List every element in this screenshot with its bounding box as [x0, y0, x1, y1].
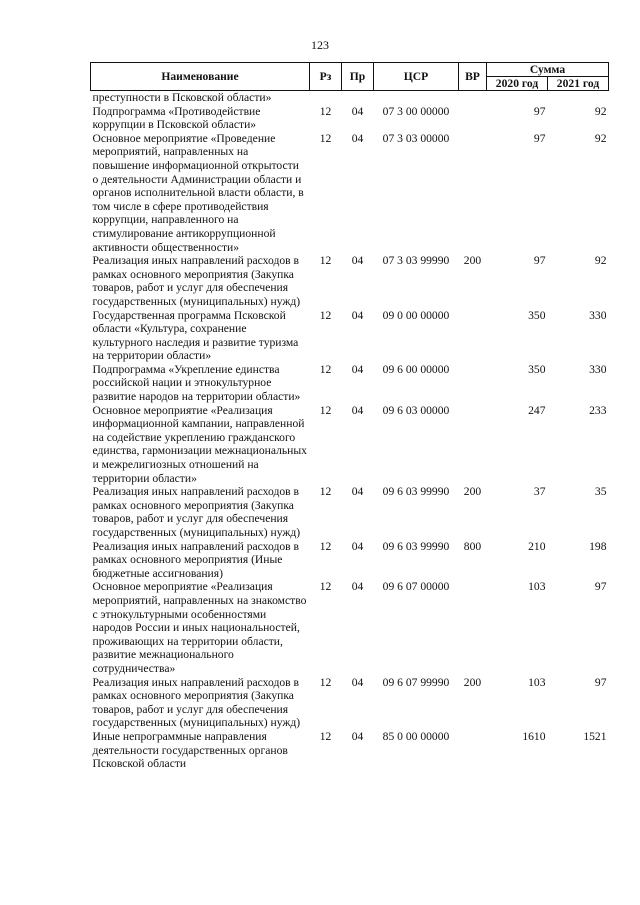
- cell-name: Реализация иных направлений расходов в рамках основного мероприятия (Закупка товаров, работ и услуг для обеспечения государственных (муниципальных) нужд): [92, 675, 301, 730]
- cell-name: Подпрограмма «Укрепление единства российской нации и этнокультурное развитие народов на территории области»: [92, 362, 301, 404]
- cell-pr: 04: [351, 254, 364, 268]
- cell-2021: 97: [594, 675, 607, 689]
- table-row: [91, 132, 609, 254]
- cell-pr: 04: [351, 403, 364, 417]
- cell-name: Основное мероприятие «Проведение мероприятий, направленных на повышение информационной открытости о деятельности Администрации области и органов исполнительной власти области, в том числе в сфере противодействия коррупции, направленного на стимулирование антикоррупционной активности общественности»: [92, 131, 304, 254]
- cell-csr: [374, 91, 459, 105]
- cell-2021: 35: [594, 485, 607, 499]
- cell-rz: 12: [319, 254, 332, 268]
- cell-vr: [459, 309, 487, 363]
- cell-csr: 09 6 03 99990: [382, 485, 450, 499]
- cell-name: Иные непрограммные направления деятельности государственных органов Псковской области: [92, 729, 288, 771]
- cell-name: Основное мероприятие «Реализация мероприятий, направленных на знакомство с этнокультурными особенностями народов России и иных национальностей, проживающих на территории области, развитие межнационального сотрудничества»: [92, 580, 307, 675]
- table-row: [91, 404, 609, 486]
- cell-pr: 04: [351, 104, 364, 118]
- table-row: [91, 540, 609, 581]
- cell-vr: [459, 91, 487, 105]
- cell-2020: 350: [528, 308, 546, 322]
- table-row: [91, 363, 609, 404]
- cell-2021: 92: [594, 254, 607, 268]
- cell-csr: 09 6 03 99990: [382, 539, 450, 553]
- header-sum: Сумма: [487, 63, 609, 77]
- cell-2020: 103: [528, 675, 546, 689]
- cell-name: Подпрограмма «Противодействие коррупции в Псковской области»: [92, 104, 261, 132]
- cell-csr: 07 3 03 00000: [382, 131, 450, 145]
- table-row: [91, 91, 609, 105]
- cell-2021: 92: [594, 131, 607, 145]
- cell-2020: 37: [533, 485, 546, 499]
- cell-pr: 04: [351, 485, 364, 499]
- header-pr: Пр: [342, 63, 374, 91]
- cell-rz: 12: [319, 729, 332, 743]
- table-row: [91, 254, 609, 308]
- cell-2020: 97: [533, 131, 546, 145]
- cell-csr: 09 6 07 99990: [382, 675, 450, 689]
- cell-rz: 12: [319, 104, 332, 118]
- cell-2020: 350: [528, 362, 546, 376]
- header-vr: ВР: [459, 63, 487, 91]
- cell-name: Реализация иных направлений расходов в рамках основного мероприятия (Иные бюджетные ассигнования): [92, 539, 299, 580]
- cell-csr: 09 6 07 00000: [382, 580, 450, 594]
- cell-vr: [459, 105, 487, 132]
- table-header: [91, 63, 609, 91]
- cell-rz: 12: [319, 539, 332, 553]
- cell-2021: 330: [589, 308, 607, 322]
- cell-csr: 07 3 03 99990: [382, 254, 450, 268]
- cell-vr: [459, 363, 487, 404]
- cell-vr: 200: [463, 254, 482, 268]
- cell-pr: 04: [351, 131, 364, 145]
- table-row: [91, 485, 609, 539]
- cell-2021: 233: [589, 403, 607, 417]
- cell-2020: 210: [528, 539, 546, 553]
- cell-rz: 12: [319, 403, 332, 417]
- table-row: [91, 676, 609, 730]
- cell-2020: 97: [533, 254, 546, 268]
- cell-rz: 12: [319, 580, 332, 594]
- cell-pr: [342, 91, 374, 105]
- cell-vr: [459, 580, 487, 675]
- cell-vr: 200: [463, 675, 482, 689]
- cell-2021: 1521: [583, 729, 607, 743]
- header-2020: 2020 год: [487, 77, 548, 91]
- cell-pr: 04: [351, 308, 364, 322]
- cell-2021: 97: [594, 580, 607, 594]
- cell-csr: 09 0 00 00000: [382, 308, 450, 322]
- cell-2020: 1610: [522, 729, 546, 743]
- table-body: [91, 91, 609, 771]
- cell-rz: 12: [319, 675, 332, 689]
- cell-2021: 92: [594, 104, 607, 118]
- cell-2020: [487, 91, 548, 105]
- table-row: [91, 730, 609, 771]
- cell-vr: 800: [463, 539, 482, 553]
- cell-rz: 12: [319, 362, 332, 376]
- cell-rz: 12: [319, 485, 332, 499]
- cell-pr: 04: [351, 729, 364, 743]
- cell-csr: 07 3 00 00000: [382, 104, 450, 118]
- cell-2020: 247: [528, 403, 546, 417]
- cell-pr: 04: [351, 539, 364, 553]
- cell-2021: [548, 91, 609, 105]
- page-number: 123: [311, 38, 329, 52]
- cell-2020: 97: [533, 104, 546, 118]
- header-rz: Рз: [310, 63, 342, 91]
- cell-csr: 09 6 03 00000: [382, 403, 450, 417]
- cell-pr: 04: [351, 362, 364, 376]
- cell-name: Основное мероприятие «Реализация информационной кампании, направленной на содействие укреплению гражданского единства, гармонизации межнациональных и межрелигиозных отношений на территории области»: [92, 403, 307, 485]
- cell-rz: 12: [319, 131, 332, 145]
- table-row: [91, 309, 609, 363]
- cell-vr: 200: [463, 485, 482, 499]
- cell-name: Реализация иных направлений расходов в рамках основного мероприятия (Закупка товаров, работ и услуг для обеспечения государственных (муниципальных) нужд): [92, 254, 301, 308]
- header-2021: 2021 год: [548, 77, 609, 91]
- cell-csr: 09 6 00 00000: [382, 362, 450, 376]
- header-name: Наименование: [91, 63, 310, 91]
- cell-2021: 330: [589, 362, 607, 376]
- budget-table: [90, 62, 609, 771]
- cell-2020: 103: [528, 580, 546, 594]
- cell-pr: 04: [351, 675, 364, 689]
- cell-pr: 04: [351, 580, 364, 594]
- cell-csr: 85 0 00 00000: [382, 729, 450, 743]
- cell-vr: [459, 132, 487, 254]
- table-row: [91, 580, 609, 675]
- table-row: [91, 105, 609, 132]
- cell-vr: [459, 404, 487, 486]
- cell-name: преступности в Псковской области»: [92, 91, 272, 104]
- header-csr: ЦСР: [374, 63, 459, 91]
- cell-vr: [459, 730, 487, 771]
- cell-name: Государственная программа Псковской области «Культура, сохранение культурного наследия и развитие туризма на территории области»: [92, 308, 299, 363]
- cell-rz: 12: [319, 308, 332, 322]
- cell-name: Реализация иных направлений расходов в рамках основного мероприятия (Закупка товаров, работ и услуг для обеспечения государственных (муниципальных) нужд): [92, 485, 301, 539]
- cell-2021: 198: [589, 539, 607, 553]
- cell-rz: [310, 91, 342, 105]
